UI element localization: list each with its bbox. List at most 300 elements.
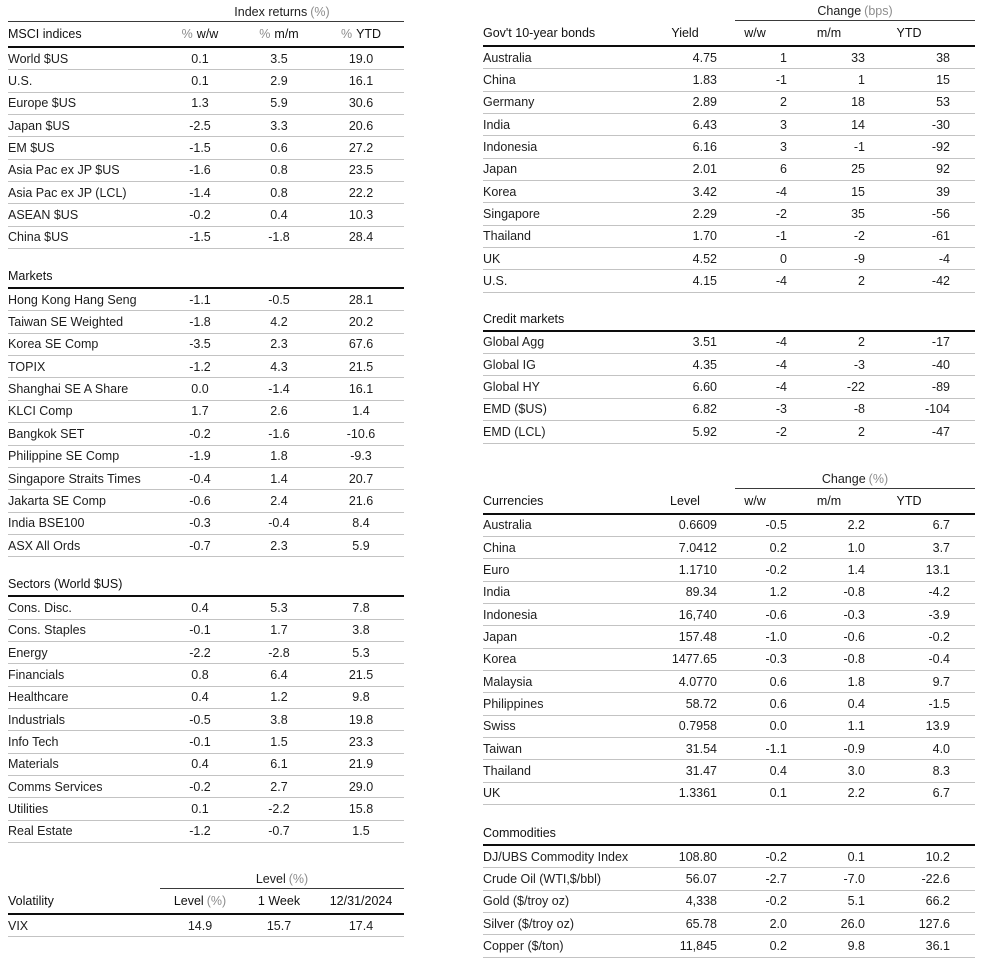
column-header-mm: % m/m [240, 22, 318, 48]
value-cell: 28.4 [318, 226, 404, 248]
value-cell: 3.8 [240, 708, 318, 730]
row-label: Australia [483, 46, 650, 69]
value-cell: 9.7 [868, 670, 975, 692]
table-row [483, 846, 975, 868]
column-header-row [483, 21, 975, 46]
value-cell: 0.6609 [650, 514, 720, 537]
table-row [483, 693, 975, 715]
group-header-row [483, 470, 975, 489]
group-header-unit: (%) [288, 872, 309, 886]
row-label: Philippine SE Comp [8, 445, 160, 467]
value-cell: -7.0 [790, 868, 868, 890]
row-label: China [483, 69, 650, 91]
value-cell: 89.34 [650, 581, 720, 603]
table-row [483, 91, 975, 113]
value-cell: 4.0770 [650, 670, 720, 692]
percent-sign: % [340, 27, 353, 41]
table-row [483, 913, 975, 935]
row-label: Korea SE Comp [8, 333, 160, 355]
group-header-change-pct [720, 470, 975, 489]
value-cell: -1.8 [240, 226, 318, 248]
value-cell: 1.0 [790, 536, 868, 558]
row-label: VIX [8, 914, 160, 937]
table-row [483, 648, 975, 670]
column-header-ww: w/w [720, 21, 790, 46]
percent-sign: (%) [206, 894, 227, 908]
value-cell: 1 [720, 46, 790, 69]
sectors-table [8, 597, 404, 843]
value-cell: 1.7 [240, 619, 318, 641]
value-cell: 5.3 [318, 641, 404, 663]
value-cell: 2.01 [650, 158, 720, 180]
value-cell: 0.4 [720, 760, 790, 782]
value-cell: 6.60 [650, 376, 720, 398]
table-row [8, 490, 404, 512]
value-cell: 1.4 [318, 400, 404, 422]
value-cell: -56 [868, 203, 975, 225]
value-cell: 4.3 [240, 356, 318, 378]
row-label: World $US [8, 47, 160, 70]
table-row [8, 512, 404, 534]
sectors-section-title: Sectors (World $US) [8, 574, 404, 597]
row-label: Korea [483, 648, 650, 670]
value-cell: 0.4 [790, 693, 868, 715]
value-cell: -30 [868, 114, 975, 136]
value-cell: 2.4 [240, 490, 318, 512]
value-cell: 3.5 [240, 47, 318, 70]
value-cell: 21.6 [318, 490, 404, 512]
row-label: Energy [8, 641, 160, 663]
currencies-table [483, 470, 975, 805]
value-cell: 20.2 [318, 311, 404, 333]
value-cell: -0.2 [720, 846, 790, 868]
value-cell: 5.9 [240, 92, 318, 114]
markets-table [8, 289, 404, 557]
msci-indices-table [8, 2, 404, 249]
group-header-spacer [8, 869, 160, 889]
row-label: Swiss [483, 715, 650, 737]
value-cell: 0.1 [160, 798, 240, 820]
value-cell: -9.3 [318, 445, 404, 467]
column-header-date: 12/31/2024 [318, 889, 404, 915]
value-cell: 20.6 [318, 115, 404, 137]
table-row [483, 332, 975, 354]
row-label: DJ/UBS Commodity Index [483, 846, 650, 868]
value-cell: 5.9 [318, 534, 404, 556]
row-label: Industrials [8, 708, 160, 730]
row-label: ASX All Ords [8, 534, 160, 556]
row-label: Gold ($/troy oz) [483, 890, 650, 912]
value-cell: 6.16 [650, 136, 720, 158]
value-cell: -3 [720, 398, 790, 420]
column-header-currencies: Currencies [483, 489, 650, 514]
value-cell: 6.1 [240, 753, 318, 775]
value-cell: -1.1 [160, 289, 240, 311]
row-label: Australia [483, 514, 650, 537]
left-column [8, 2, 404, 937]
value-cell: 1.8 [790, 670, 868, 692]
value-cell: -89 [868, 376, 975, 398]
value-cell: -1.1 [720, 737, 790, 759]
value-cell: 3.3 [240, 115, 318, 137]
table-row [8, 914, 404, 937]
row-label: Cons. Disc. [8, 597, 160, 619]
table-row [483, 737, 975, 759]
row-label: ASEAN $US [8, 204, 160, 226]
value-cell: 6.82 [650, 398, 720, 420]
table-row [483, 626, 975, 648]
value-cell: 9.8 [790, 935, 868, 957]
value-cell: 16.1 [318, 378, 404, 400]
column-header-ytd: YTD [868, 21, 975, 46]
value-cell: -2 [790, 225, 868, 247]
value-cell: 23.5 [318, 159, 404, 181]
value-cell: -0.2 [160, 775, 240, 797]
table-row [483, 248, 975, 270]
table-row [483, 514, 975, 537]
value-cell: -0.2 [720, 559, 790, 581]
value-cell: 0.2 [720, 536, 790, 558]
value-cell: 92 [868, 158, 975, 180]
value-cell: 0.1 [790, 846, 868, 868]
value-cell: -0.4 [160, 467, 240, 489]
value-cell: 15 [868, 69, 975, 91]
value-cell: -0.1 [160, 731, 240, 753]
table-row [8, 311, 404, 333]
value-cell: -3.9 [868, 603, 975, 625]
value-cell: 0.1 [160, 47, 240, 70]
table-row [483, 46, 975, 69]
row-label: EMD (LCL) [483, 421, 650, 443]
value-cell: 66.2 [868, 890, 975, 912]
table-row [8, 686, 404, 708]
value-cell: -0.5 [160, 708, 240, 730]
value-cell: 21.5 [318, 664, 404, 686]
row-label: Materials [8, 753, 160, 775]
value-cell: -10.6 [318, 423, 404, 445]
table-row [8, 115, 404, 137]
group-header-spacer [8, 2, 160, 22]
value-cell: -1 [720, 69, 790, 91]
value-cell: 25 [790, 158, 868, 180]
value-cell: -0.3 [790, 603, 868, 625]
value-cell: 1477.65 [650, 648, 720, 670]
row-label: Jakarta SE Comp [8, 490, 160, 512]
value-cell: -0.5 [720, 514, 790, 537]
row-label: Germany [483, 91, 650, 113]
row-label: U.S. [483, 270, 650, 292]
table-row [483, 715, 975, 737]
value-cell: 1.2 [720, 581, 790, 603]
value-cell: -3 [790, 354, 868, 376]
row-label: Comms Services [8, 775, 160, 797]
value-cell: -0.4 [240, 512, 318, 534]
value-cell: 5.3 [240, 597, 318, 619]
row-label: India [483, 114, 650, 136]
table-row [483, 760, 975, 782]
value-cell: 36.1 [868, 935, 975, 957]
value-cell: 0.4 [160, 597, 240, 619]
value-cell: 108.80 [650, 846, 720, 868]
row-label: Real Estate [8, 820, 160, 842]
value-cell: 16,740 [650, 603, 720, 625]
table-row [483, 421, 975, 443]
value-cell: 31.54 [650, 737, 720, 759]
value-cell: 0.6 [240, 137, 318, 159]
value-cell: 2.3 [240, 534, 318, 556]
value-cell: 29.0 [318, 775, 404, 797]
value-cell: 2 [790, 421, 868, 443]
value-cell: -42 [868, 270, 975, 292]
table-row [8, 798, 404, 820]
value-cell: -0.6 [790, 626, 868, 648]
row-label: KLCI Comp [8, 400, 160, 422]
row-label: Philippines [483, 693, 650, 715]
value-cell: 10.3 [318, 204, 404, 226]
row-label: Hong Kong Hang Seng [8, 289, 160, 311]
value-cell: 1.4 [790, 559, 868, 581]
table-row [8, 597, 404, 619]
row-label: India [483, 581, 650, 603]
column-header-govt-bonds: Gov't 10-year bonds [483, 21, 650, 46]
value-cell: -8 [790, 398, 868, 420]
column-header-mm: m/m [790, 21, 868, 46]
value-cell: 15.8 [318, 798, 404, 820]
value-cell: -4 [720, 332, 790, 354]
table-row [8, 333, 404, 355]
value-cell: 4.0 [868, 737, 975, 759]
value-cell: 0.8 [240, 182, 318, 204]
value-cell: -2.5 [160, 115, 240, 137]
group-header-unit: (%) [868, 471, 889, 486]
column-header-ytd: YTD [868, 489, 975, 514]
value-cell: 127.6 [868, 913, 975, 935]
value-cell: 0.8 [240, 159, 318, 181]
value-cell: -2.8 [240, 641, 318, 663]
row-label: Thailand [483, 760, 650, 782]
table-row [8, 445, 404, 467]
column-header-1week: 1 Week [240, 889, 318, 915]
table-row [483, 670, 975, 692]
value-cell: 0.1 [160, 70, 240, 92]
percent-sign: % [181, 27, 193, 41]
value-cell: 3.42 [650, 181, 720, 203]
markets-section-title: Markets [8, 266, 404, 289]
value-cell: 2 [790, 270, 868, 292]
value-cell: -4 [720, 354, 790, 376]
value-cell: 2.0 [720, 913, 790, 935]
value-cell: -0.3 [160, 512, 240, 534]
value-cell: 2.2 [790, 514, 868, 537]
value-cell: 19.8 [318, 708, 404, 730]
value-cell: 1.8 [240, 445, 318, 467]
column-header-ww: w/w [720, 489, 790, 514]
group-header-index-returns [160, 2, 404, 22]
row-label: Copper ($/ton) [483, 935, 650, 957]
value-cell: 23.3 [318, 731, 404, 753]
row-label: Cons. Staples [8, 619, 160, 641]
value-cell: -1.4 [160, 182, 240, 204]
table-row [483, 225, 975, 247]
table-row [483, 270, 975, 292]
value-cell: 1.4 [240, 467, 318, 489]
table-row [8, 534, 404, 556]
row-label: EMD ($US) [483, 398, 650, 420]
value-cell: 65.78 [650, 913, 720, 935]
value-cell: 9.8 [318, 686, 404, 708]
value-cell: 38 [868, 46, 975, 69]
table-row [8, 753, 404, 775]
row-label: Thailand [483, 225, 650, 247]
value-cell: 6.7 [868, 782, 975, 804]
row-label: China [483, 536, 650, 558]
row-label: Silver ($/troy oz) [483, 913, 650, 935]
value-cell: -1.0 [720, 626, 790, 648]
value-cell: 14.9 [160, 914, 240, 937]
table-row [483, 782, 975, 804]
value-cell: 0.0 [160, 378, 240, 400]
table-row [8, 356, 404, 378]
table-row [8, 137, 404, 159]
value-cell: 4.52 [650, 248, 720, 270]
value-cell: 6.4 [240, 664, 318, 686]
table-row [483, 868, 975, 890]
value-cell: -0.7 [240, 820, 318, 842]
right-column [483, 2, 975, 958]
value-cell: 27.2 [318, 137, 404, 159]
volatility-table [8, 869, 404, 937]
govt-bonds-table [483, 2, 975, 293]
value-cell: 2.29 [650, 203, 720, 225]
value-cell: 17.4 [318, 914, 404, 937]
group-header-row [8, 2, 404, 22]
value-cell: 18 [790, 91, 868, 113]
table-row [483, 158, 975, 180]
value-cell: 0.7958 [650, 715, 720, 737]
row-label: Global Agg [483, 332, 650, 354]
value-cell: 0.6 [720, 693, 790, 715]
value-cell: 28.1 [318, 289, 404, 311]
table-row [483, 536, 975, 558]
value-cell: 33 [790, 46, 868, 69]
row-label: Global HY [483, 376, 650, 398]
row-label: Healthcare [8, 686, 160, 708]
row-label: Indonesia [483, 136, 650, 158]
value-cell: 2.6 [240, 400, 318, 422]
column-header-msci-indices: MSCI indices [8, 22, 160, 48]
table-row [8, 400, 404, 422]
commodities-table [483, 846, 975, 958]
value-cell: 1.3 [160, 92, 240, 114]
value-cell: 21.9 [318, 753, 404, 775]
value-cell: 39 [868, 181, 975, 203]
row-label: Korea [483, 181, 650, 203]
column-header-row [483, 489, 975, 514]
value-cell: 10.2 [868, 846, 975, 868]
value-cell: 6.43 [650, 114, 720, 136]
row-label: Japan $US [8, 115, 160, 137]
value-cell: 16.1 [318, 70, 404, 92]
value-cell: -0.9 [790, 737, 868, 759]
value-cell: -4 [720, 376, 790, 398]
table-row [8, 289, 404, 311]
row-label: EM $US [8, 137, 160, 159]
table-row [483, 935, 975, 957]
percent-sign: % [259, 27, 271, 41]
row-label: UK [483, 248, 650, 270]
value-cell: 2.89 [650, 91, 720, 113]
value-cell: 3 [720, 136, 790, 158]
value-cell: 5.92 [650, 421, 720, 443]
value-cell: 3.8 [318, 619, 404, 641]
row-label: Shanghai SE A Share [8, 378, 160, 400]
value-cell: 3.0 [790, 760, 868, 782]
column-header-yield: Yield [650, 21, 720, 46]
value-cell: 2.7 [240, 775, 318, 797]
value-cell: -2.7 [720, 868, 790, 890]
value-cell: 1.1 [790, 715, 868, 737]
group-header-spacer [483, 2, 720, 21]
table-row [8, 775, 404, 797]
table-row [483, 890, 975, 912]
value-cell: -47 [868, 421, 975, 443]
value-cell: 67.6 [318, 333, 404, 355]
value-cell: -0.2 [720, 890, 790, 912]
value-cell: 4.35 [650, 354, 720, 376]
value-cell: -0.3 [720, 648, 790, 670]
value-cell: 1.7 [160, 400, 240, 422]
value-cell: 58.72 [650, 693, 720, 715]
value-cell: -61 [868, 225, 975, 247]
value-cell: 8.4 [318, 512, 404, 534]
row-label: U.S. [8, 70, 160, 92]
column-header-level: Level [650, 489, 720, 514]
value-cell: -0.1 [160, 619, 240, 641]
table-row [8, 619, 404, 641]
value-cell: 31.47 [650, 760, 720, 782]
value-cell: 4.15 [650, 270, 720, 292]
group-header-label: Index returns [234, 5, 308, 19]
row-label: Euro [483, 559, 650, 581]
value-cell: 1.70 [650, 225, 720, 247]
value-cell: 0.4 [160, 686, 240, 708]
row-label: Singapore Straits Times [8, 467, 160, 489]
table-row [8, 641, 404, 663]
table-row [8, 47, 404, 70]
column-header-level: Level (%) [160, 889, 240, 915]
value-cell: 26.0 [790, 913, 868, 935]
table-row [483, 136, 975, 158]
value-cell: -0.5 [240, 289, 318, 311]
value-cell: 0.2 [720, 935, 790, 957]
value-cell: 1.1710 [650, 559, 720, 581]
value-cell: 1.2 [240, 686, 318, 708]
value-cell: 0 [720, 248, 790, 270]
table-row [483, 376, 975, 398]
value-cell: -0.6 [160, 490, 240, 512]
column-header-ww: % w/w [160, 22, 240, 48]
value-cell: -2.2 [160, 641, 240, 663]
value-cell: -0.2 [160, 423, 240, 445]
value-cell: 157.48 [650, 626, 720, 648]
row-label: TOPIX [8, 356, 160, 378]
value-cell: 4,338 [650, 890, 720, 912]
group-header-label: Change [821, 471, 866, 486]
value-cell: 3.51 [650, 332, 720, 354]
value-cell: 15 [790, 181, 868, 203]
credit-markets-table [483, 332, 975, 444]
value-cell: 2.2 [790, 782, 868, 804]
